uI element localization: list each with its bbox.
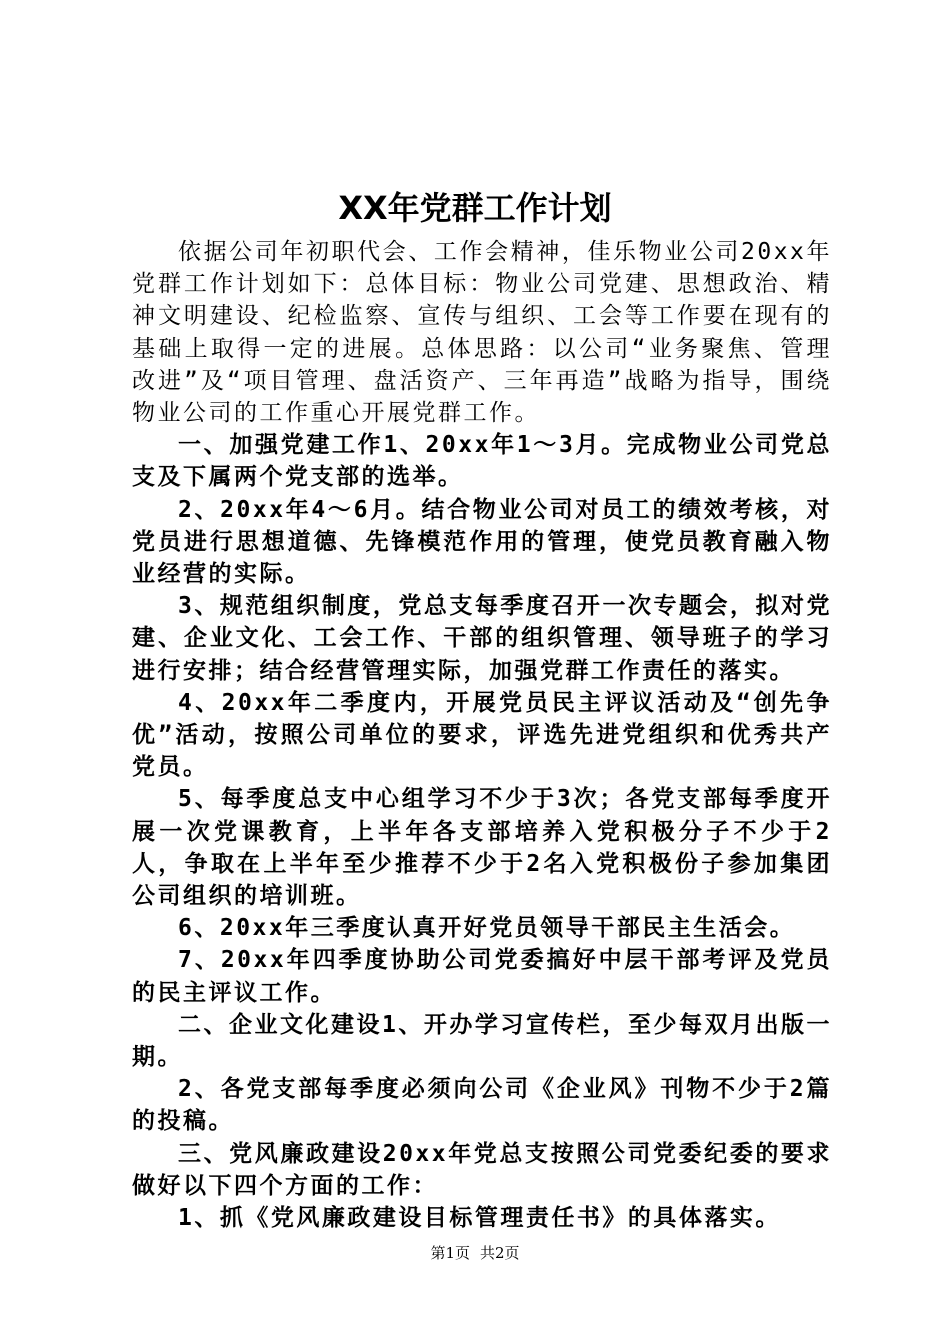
document-title: XX年党群工作计划	[338, 189, 612, 227]
paragraph-item-5: 5、每季度总支中心组学习不少于3次；各党支部每季度开展一次党课教育，上半年各支部培养入党积极分子不少于2人，争取在上半年至少推荐不少于2名入党积极份子参加集团公司组织的培训班。	[132, 786, 832, 910]
paragraph-item-4: 4、20xx年二季度内，开展党员民主评议活动及“创先争优”活动，按照公司单位的要求，评选先进党组织和优秀共产党员。	[132, 689, 832, 781]
page-number: 第1页	[430, 1244, 470, 1262]
page-total: 共2页	[480, 1244, 520, 1262]
paragraph-culture-item-2: 2、各党支部每季度必须向公司《企业风》刊物不少于2篇的投稿。	[132, 1076, 832, 1135]
paragraph-item-7: 7、20xx年四季度协助公司党委搞好中层干部考评及党员的民主评议工作。	[132, 947, 832, 1006]
paragraph-integrity-item-1: 1、抓《党风廉政建设目标管理责任书》的具体落实。	[178, 1205, 781, 1232]
page-footer	[0, 1243, 950, 1263]
paragraph-item-3: 3、规范组织制度，党总支每季度召开一次专题会，拟对党建、企业文化、工会工作、干部的组织管理、领导班子的学习进行安排；结合经营管理实际，加强党群工作责任的落实。	[132, 593, 832, 684]
document-body	[132, 236, 832, 1234]
paragraph-item-6: 6、20xx年三季度认真开好党员领导干部民主生活会。	[178, 915, 796, 942]
intro-paragraph: 依据公司年初职代会、工作会精神，佳乐物业公司20xx年党群工作计划如下：总体目标：物业公司党建、思想政治、精神文明建设、纪检监察、宣传与组织、工会等工作要在现有的基础上取得一定的进展。总体思路：以公司“业务聚焦、管理改进”及“项目管理、盘活资产、三年再造”战略为指导，围绕物业公司的工作重心开展党群工作。	[132, 239, 832, 427]
section-integrity-paragraph: 三、党风廉政建设20xx年党总支按照公司党委纪委的要求做好以下四个方面的工作：	[132, 1140, 832, 1199]
paragraph-item-2: 2、20xx年4～6月。结合物业公司对员工的绩效考核，对党员进行思想道德、先锋模范作用的管理，使党员教育融入物业经营的实际。	[132, 496, 832, 588]
section-party-building-paragraph: 一、加强党建工作1、20xx年1～3月。完成物业公司党总支及下属两个党支部的选举。	[132, 432, 832, 491]
section-corporate-culture-paragraph: 二、企业文化建设1、开办学习宣传栏，至少每双月出版一期。	[132, 1011, 832, 1071]
